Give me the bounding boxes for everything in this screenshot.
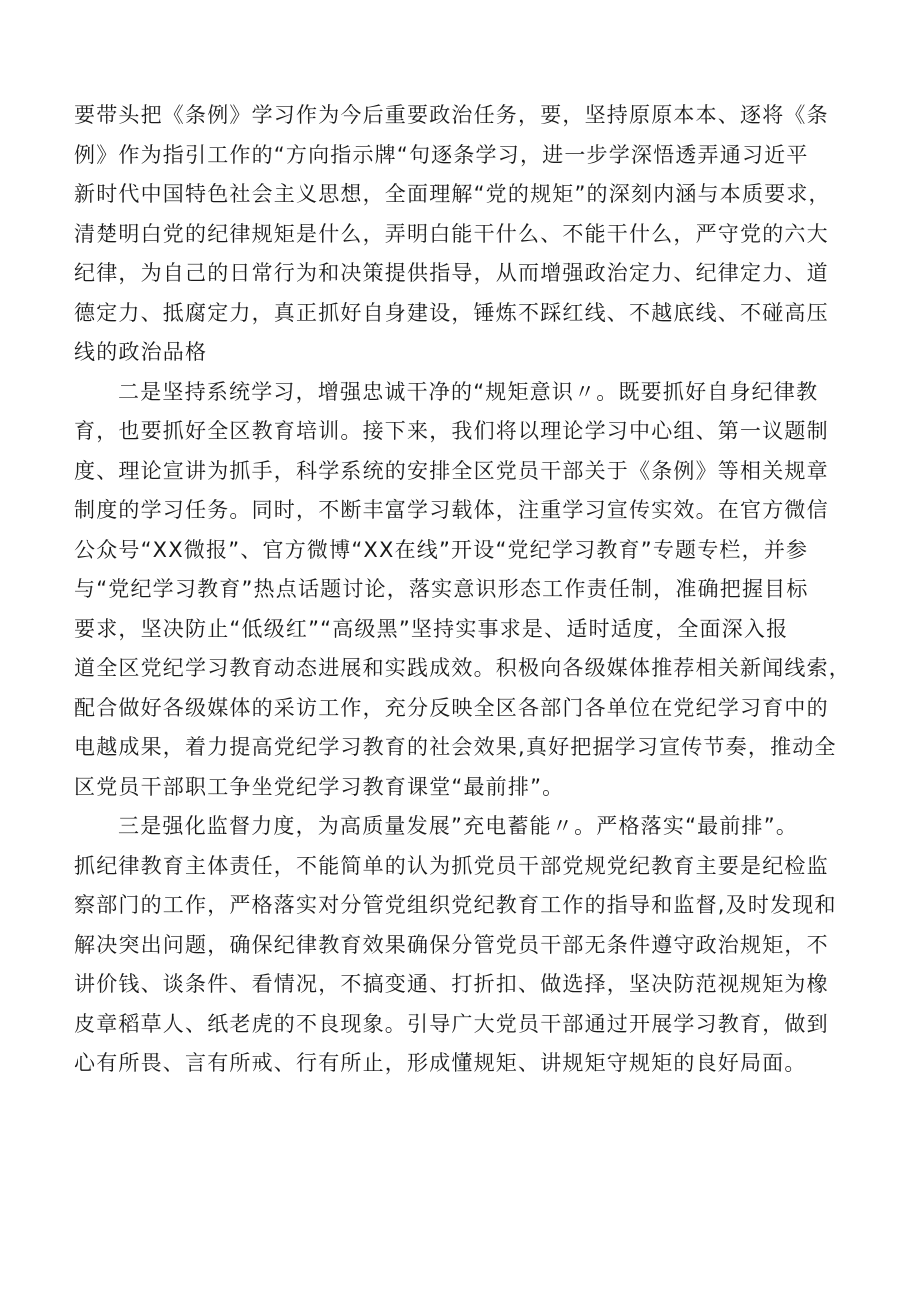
text-line: 育，也要抓好全区教育培训。接下来，我们将以理论学习中心组、第一议题制 xyxy=(74,419,829,443)
text-line: 度、理论宣讲为抓手，科学系统的安排全区党员干部关于《条例》等相关规章 xyxy=(74,458,829,483)
text-line: 要带头把《条例》学习作为今后重要政治任务，要，坚持原原本本、逐将《条 xyxy=(74,103,829,127)
text-line: 皮章稻草人、纸老虎的不良现象。引导广大党员干部通过开展学习教育，做到 xyxy=(74,1011,829,1036)
paragraph-3 xyxy=(74,807,874,1084)
text-line: 二是坚持系统学习，增强忠诚干净的“规矩意识〃。既要抓好自身纪律教 xyxy=(118,379,819,404)
text-line: 电越成果，着力提高党纪学习教育的社会效果,真好把据学习宣传节奏，推动全 xyxy=(74,735,837,759)
text-line: 解决突出问题，确保纪律教育效果确保分管党员干部无条件遵守政治规矩，不 xyxy=(74,932,829,957)
text-line: 线的政治品格 xyxy=(74,340,208,364)
text-line: 制度的学习任务。同时，不断丰富学习载体，注重学习宣传实效。在官方微信 xyxy=(74,498,829,522)
text-line: 配合做好各级媒体的采访工作，充分反映全区各部门各单位在党纪学习育中的 xyxy=(74,695,829,720)
text-line: 区党员干部职工争坐党纪学习教育课堂“最前排”。 xyxy=(74,774,565,799)
text-line: 道全区党纪学习教育动态进展和实践成效。积极向各级媒体推荐相关新闻线索， xyxy=(74,656,851,680)
text-line: 察部门的工作，严格落实对分管党组织党纪教育工作的指导和监督,及时发现和 xyxy=(74,893,837,917)
text-line: 心有所畏、言有所戒、行有所止，形成懂规矩、讲规矩守规矩的良好局面。 xyxy=(74,1051,807,1075)
text-line: 要求，坚决防止“低级红”“高级黑”坚持实事求是、适时适度，全面深入报 xyxy=(74,616,789,641)
document-page xyxy=(74,96,874,1084)
text-line: 讲价钱、谈条件、看情况，不搞变通、打折扣、做选择，坚决防范视规矩为橡 xyxy=(74,972,829,996)
text-line: 清楚明白党的纪律规矩是什么，弄明白能干什么、不能干什么，严守党的六大 xyxy=(74,221,829,246)
paragraph-1 xyxy=(74,96,874,373)
text-line: 德定力、抵腐定力，真正抓好自身建设，锤炼不踩红线、不越底线、不碰高压 xyxy=(74,300,829,325)
text-line: 公众号“XX微报”、官方微博“XX在线”开设“党纪学习教育”专题专栏，并参 xyxy=(74,537,809,562)
text-line: 抓纪律教育主体责任，不能简单的认为抓党员干部党规党纪教育主要是纪检监 xyxy=(74,853,829,878)
text-line: 三是强化监督力度，为高质量发展”充电蓄能〃。严格落实“最前排”。 xyxy=(118,814,799,838)
text-line: 新时代中国特色社会主义思想，全面理解“党的规矩”的深刻内涵与本质要求， xyxy=(74,182,831,206)
text-line: 例》作为指引工作的“方向指示牌“句逐条学习，进一步学深悟透弄通习近平 xyxy=(74,142,809,167)
paragraph-2 xyxy=(74,373,874,808)
text-line: 与“党纪学习教育”热点话题讨论，落实意识形态工作责任制，准确把握目标 xyxy=(74,577,809,601)
text-line: 纪律，为自己的日常行为和决策提供指导，从而增强政治定力、纪律定力、道 xyxy=(74,261,829,285)
